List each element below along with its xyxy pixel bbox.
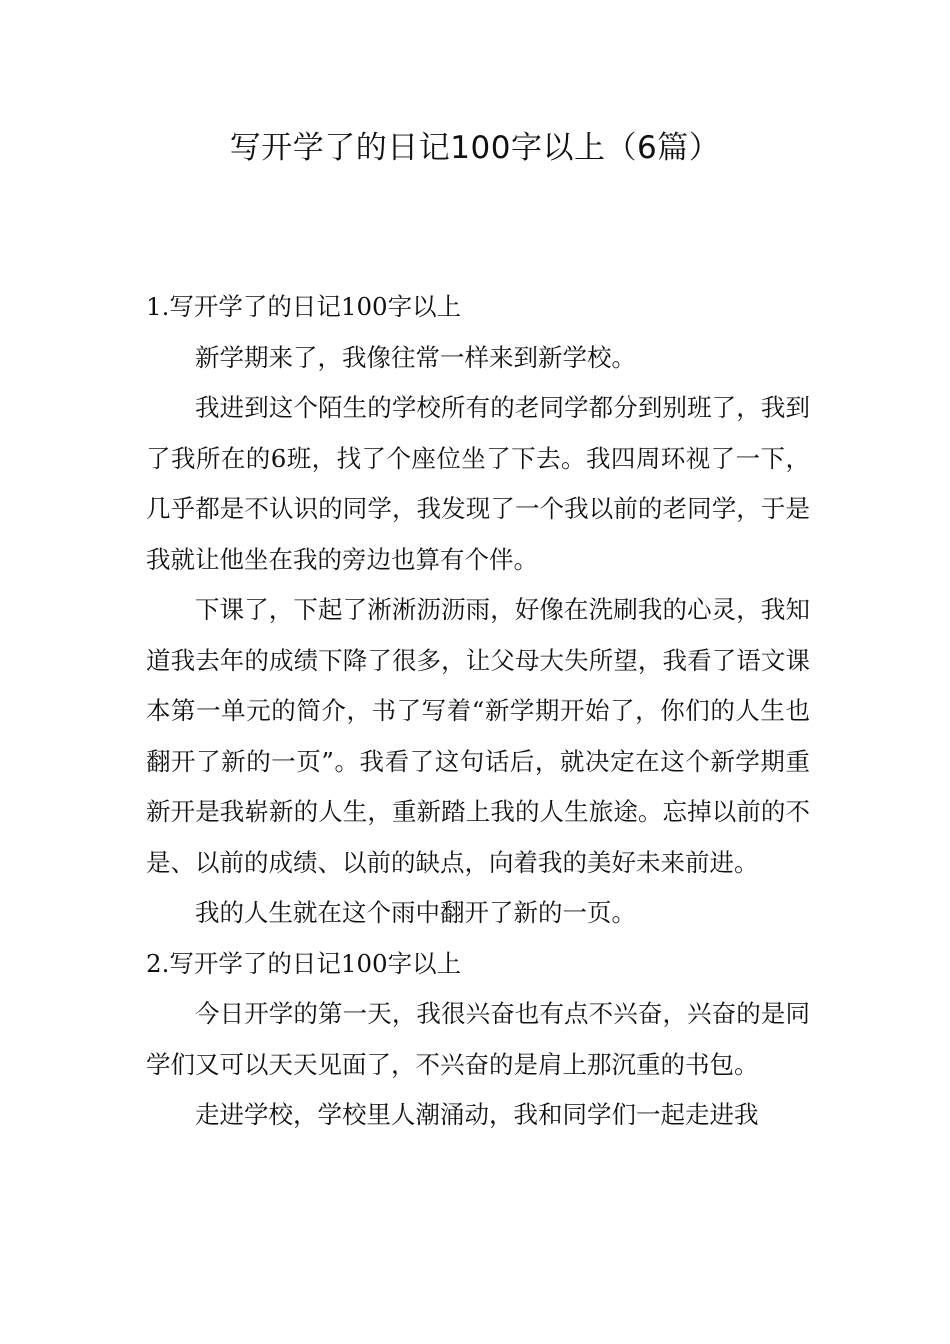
paragraph: 新学期来了，我像往常一样来到新学校。 — [195, 342, 636, 372]
paragraph: 下课了，下起了淅淅沥沥雨，好像在洗刷我的心灵，我知道我去年的成绩下降了很多，让父母大失所望，我看了语文课本第一单元的简介，书了写着“新学期开始了，你们的人生也翻开了新的一页”。我看了这句话后，就决定在这个新学期重新开是我崭新的人生，重新踏上我的人生旅途。忘掉以前的不是、以前的成绩、以前的缺点，向着我的美好未来前进。 — [146, 595, 810, 877]
section-heading: 1.写开学了的日记100字以上 — [146, 292, 462, 321]
document-body — [146, 282, 810, 1141]
paragraph: 走进学校，学校里人潮涌动，我和同学们一起走进我 — [195, 1100, 759, 1129]
paragraph: 今日开学的第一天，我很兴奋也有点不兴奋，兴奋的是同学们又可以天天见面了，不兴奋的是肩上那沉重的书包。 — [146, 999, 810, 1079]
section-heading: 2.写开学了的日记100字以上 — [146, 948, 462, 978]
document-title: 写开学了的日记100字以上（6篇） — [229, 130, 721, 166]
paragraph: 我进到这个陌生的学校所有的老同学都分到别班了，我到了我所在的6班，找了个座位坐了下去。我四周环视了一下，几乎都是不认识的同学，我发现了一个我以前的老同学，于是我就让他坐在我的旁边也算有个伴。 — [146, 393, 810, 574]
paragraph: 我的人生就在这个雨中翻开了新的一页。 — [195, 898, 636, 927]
